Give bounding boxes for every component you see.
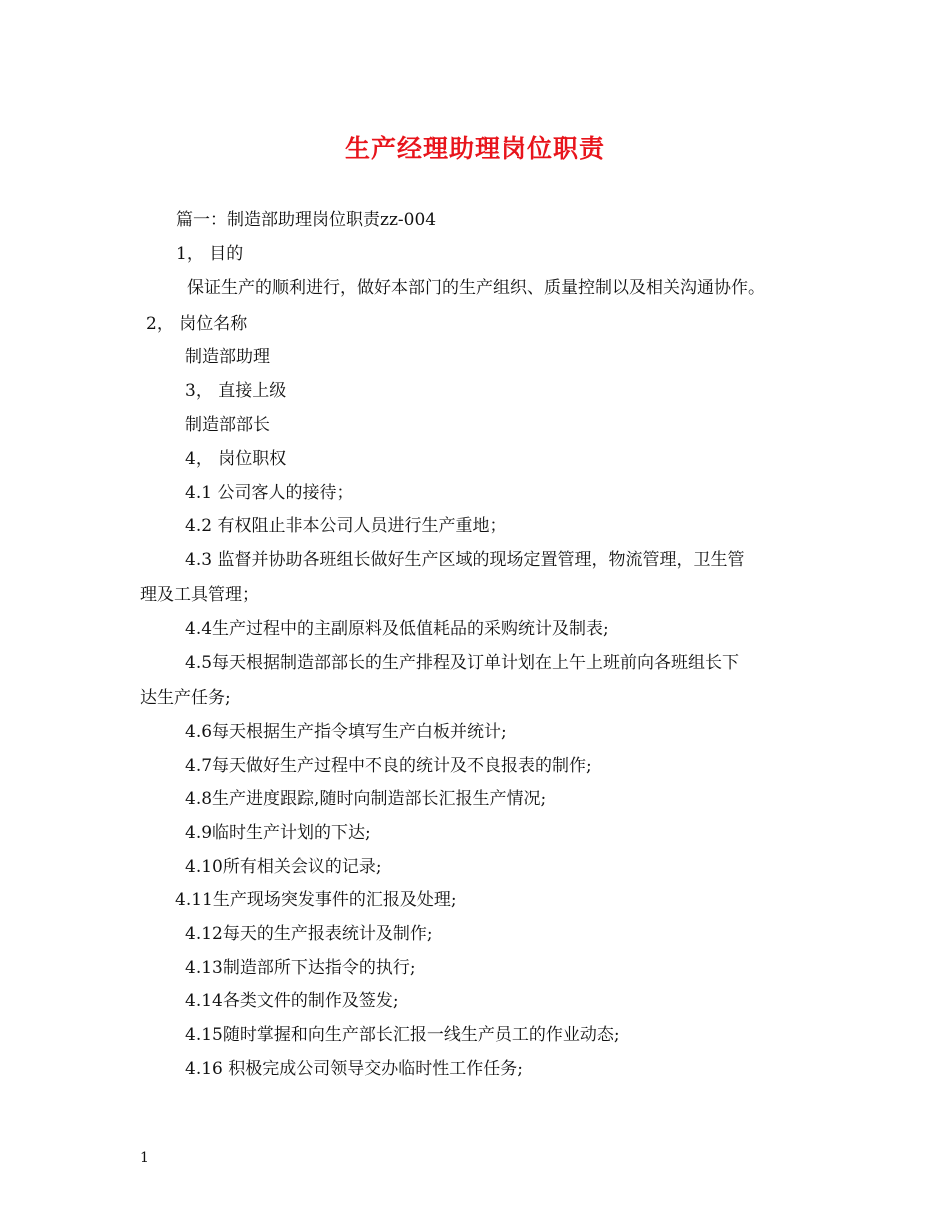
list-item: 4.2 有权阻止非本公司人员进行生产重地；: [185, 516, 507, 536]
list-item: 4.8生产进度跟踪,随时向制造部长汇报生产情况;: [185, 789, 547, 809]
list-item: 4.3 监督并协助各班组长做好生产区域的现场定置管理，物流管理，卫生管: [185, 550, 745, 570]
paragraph-line: 制造部助理: [185, 347, 270, 367]
list-item: 4.6每天根据生产指令填写生产白板并统计;: [185, 722, 507, 742]
list-item: 4.7每天做好生产过程中不良的统计及不良报表的制作;: [185, 756, 592, 776]
list-item: 4.12每天的生产报表统计及制作;: [185, 924, 433, 944]
item-heading: 2， 岗位名称: [146, 314, 248, 334]
list-item-continuation: 达生产任务;: [140, 688, 231, 708]
section-heading: 篇一：制造部助理岗位职责zz-004: [176, 210, 437, 230]
list-item: 4.10所有相关会议的记录;: [185, 857, 382, 877]
list-item: 4.4生产过程中的主副原料及低值耗品的采购统计及制表;: [185, 619, 609, 639]
document-title: 生产经理助理岗位职责: [344, 134, 605, 163]
paragraph-line: 制造部部长: [185, 415, 270, 435]
list-item: 4.9临时生产计划的下达;: [185, 823, 371, 843]
list-item: 4.5每天根据制造部部长的生产排程及订单计划在上午上班前向各班组长下: [185, 653, 740, 673]
item-heading: 1， 目的: [176, 244, 244, 264]
item-heading: 3， 直接上级: [185, 381, 287, 401]
page-number: 1: [140, 1150, 149, 1166]
list-item: 4.16 积极完成公司领导交办临时性工作任务;: [185, 1059, 523, 1079]
paragraph-line: 保证生产的顺利进行，做好本部门的生产组织、质量控制以及相关沟通协作。: [187, 278, 765, 298]
list-item-continuation: 理及工具管理；: [140, 585, 259, 605]
list-item: 4.14各类文件的制作及签发;: [185, 991, 399, 1011]
list-item: 4.15随时掌握和向生产部长汇报一线生产员工的作业动态;: [185, 1025, 620, 1045]
list-item: 4.11生产现场突发事件的汇报及处理;: [175, 890, 457, 910]
list-item: 4.13制造部所下达指令的执行;: [185, 958, 416, 978]
list-item: 4.1 公司客人的接待；: [185, 483, 354, 503]
item-heading: 4， 岗位职权: [185, 449, 287, 469]
